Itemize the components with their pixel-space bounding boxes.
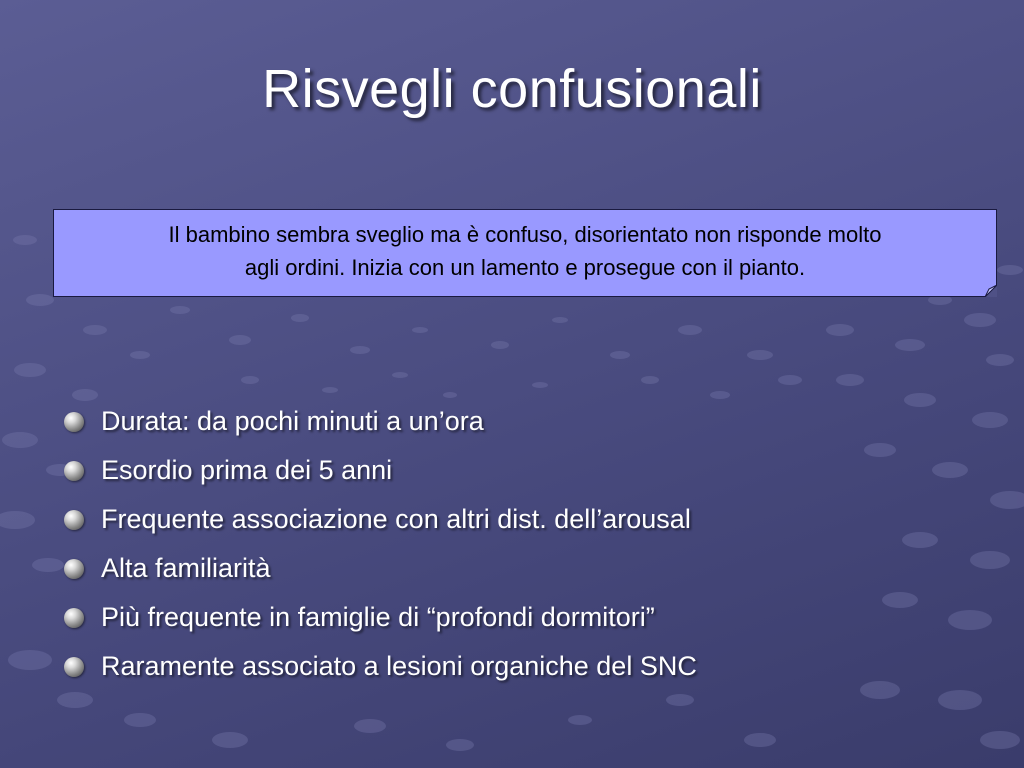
sphere-bullet-icon — [64, 657, 84, 677]
bullet-text: Durata: da pochi minuti a un’ora — [101, 406, 484, 436]
sphere-bullet-icon — [64, 461, 84, 481]
list-item — [64, 495, 697, 544]
sphere-bullet-icon — [64, 559, 84, 579]
sphere-bullet-icon — [64, 608, 84, 628]
list-item — [64, 544, 697, 593]
sphere-bullet-icon — [64, 412, 84, 432]
bullet-text: Alta familiarità — [101, 553, 271, 583]
bullet-list — [64, 397, 697, 691]
sphere-bullet-icon — [64, 510, 84, 530]
slide-title: Risvegli confusionali — [262, 59, 762, 119]
list-item — [64, 446, 697, 495]
bullet-text: Esordio prima dei 5 anni — [101, 455, 393, 485]
list-item — [64, 397, 697, 446]
list-item — [64, 593, 697, 642]
bullet-text: Più frequente in famiglie di “profondi dormitori” — [101, 602, 655, 632]
bullet-text: Raramente associato a lesioni organiche del SNC — [101, 651, 697, 681]
callout-line-2: agli ordini. Inizia con un lamento e prosegue con il pianto. — [244, 255, 806, 280]
list-item — [64, 642, 697, 691]
folded-corner-icon — [985, 285, 997, 297]
callout-box — [53, 209, 997, 297]
bullet-text: Frequente associazione con altri dist. dell’arousal — [101, 504, 691, 534]
callout-line-1: Il bambino sembra sveglio ma è confuso, disorientato non risponde molto — [168, 222, 882, 247]
